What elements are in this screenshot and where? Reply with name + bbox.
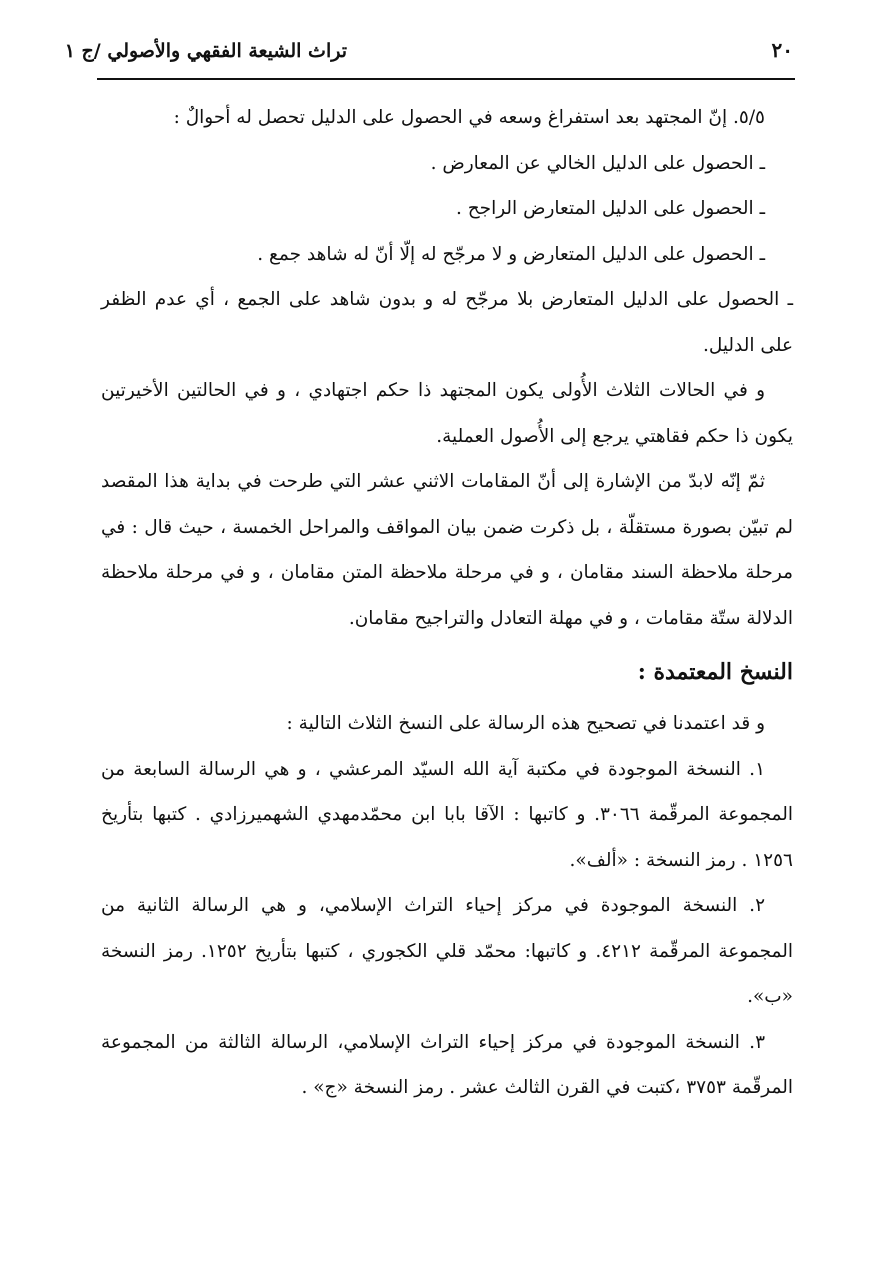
paragraph-maqamat: ثمّ إنّه لابدّ من الإشارة إلى أنّ المقامات الاثني عشر التي طرحت في بداية هذا المقصد لم تبيّن بصورة مستقلّة ، بل ذكرت ضمن بيان المواقف والمراحل الخمسة ، حيث قال : في مرحلة ملاحظة السند مقامان ، و في مرحلة ملاحظة المتن مقامان ، و في مرحلة ملاحظة الدلالة ستّة مقامات ، و في مهلة التعادل والتراجيح مقامان. [101, 471, 793, 629]
paragraph-manuscripts-intro: و قد اعتمدنا في تصحيح هذه الرسالة على النسخ الثلاث التالية : [286, 713, 765, 734]
list-item-state-1: ـ الحصول على الدليل الخالي عن المعارض . [430, 152, 765, 174]
list-item-state-4: ـ الحصول على الدليل المتعارض بلا مرجّح له و بدون شاهد على الجمع ، أي عدم الظفر على الدليل. [101, 289, 793, 356]
header-divider [97, 78, 795, 80]
list-item-state-3: ـ الحصول على الدليل المتعارض و لا مرجّح له إلّا أنّ له شاهد جمع . [257, 243, 765, 265]
section-heading-manuscripts: النسخ المعتمدة : [637, 659, 793, 685]
page-header [64, 36, 797, 76]
list-item-manuscript-1: ١. النسخة الموجودة في مكتبة آية الله السيّد المرعشي ، و هي الرسالة السابعة من المجموعة المرقّمة ٣٠٦٦. و كاتبها : الآقا بابا ابن محمّدمهدي الشهميرزادي . كتبها بتأريخ ١٢٥٦ . رمز النسخة : «ألف». [101, 758, 793, 871]
running-title: تراث الشيعة الفقهي والأصولي /ج ١ [64, 40, 347, 62]
paragraph-states-conclusion: و في الحالات الثلاث الأُولى يكون المجتهد ذا حكم اجتهادي ، و في الحالتين الأخيرتين يكون ذا حكم فقاهتي يرجع إلى الأُصول العملية. [101, 380, 793, 447]
paragraph-states-intro: ٥/٥. إنّ المجتهد بعد استفراغ وسعه في الحصول على الدليل تحصل له أحوالٌ : [173, 107, 765, 128]
page-number: ٢٠ [771, 38, 793, 62]
list-item-state-2: ـ الحصول على الدليل المتعارض الراجح . [455, 198, 765, 219]
list-item-manuscript-3: ٣. النسخة الموجودة في مركز إحياء التراث الإسلامي، الرسالة الثالثة من المجموعة المرقّمة ٣٧٥٣ ،كتبت في القرن الثالث عشر . رمز النسخة «ج» . [101, 1031, 793, 1098]
body-text [101, 95, 793, 1111]
list-item-manuscript-2: ٢. النسخة الموجودة في مركز إحياء التراث الإسلامي، و هي الرسالة الثانية من المجموعة المرقّمة ٤٢١٢. و كاتبها: محمّد قلي الكجوري ، كتبها بتأريخ ١٢٥٢. رمز النسخة «ب». [101, 895, 793, 1007]
